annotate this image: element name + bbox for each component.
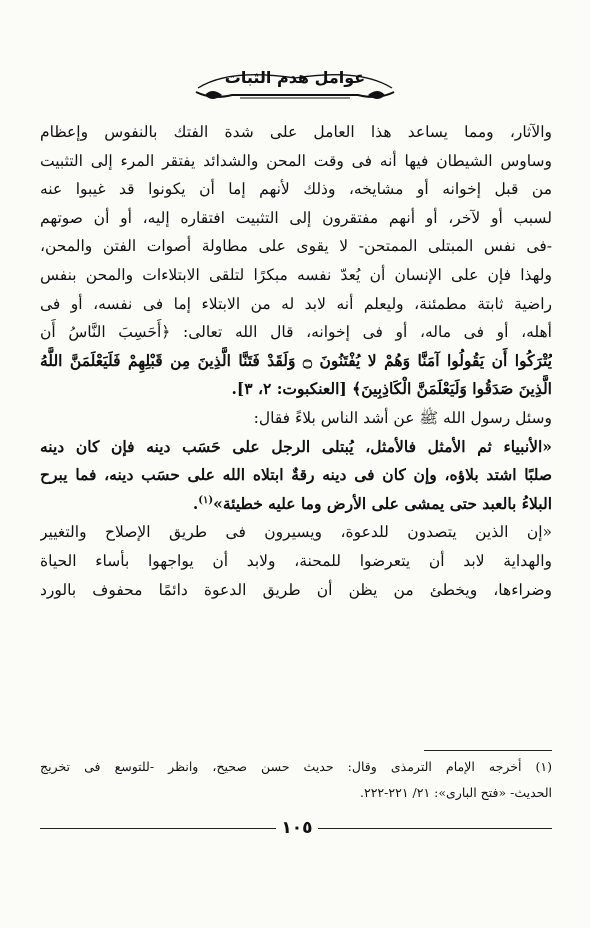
hadith-line: «الأنبياء ثم الأمثل فالأمثل، يُبتلى الرجل على حَسَب دينه فإن كان دينه bbox=[40, 436, 552, 456]
text-line: ولهذا فإن على الإنسان أن يُعدّ نفسه مبكرًا لتلقى الابتلاءات والمحن بنفس bbox=[40, 265, 552, 284]
footnotes bbox=[40, 754, 552, 806]
hadith-line-text: البلاءُ بالعبد حتى يمشى على الأرض وما عليه خطيئة» bbox=[213, 493, 552, 513]
text-line: لسبب أو لآخر، أو أنهم مفتقرون إلى التثبيت افتقاره إليه، أو أن صوتهم bbox=[40, 208, 552, 227]
quran-verse-line: الَّذِينَ صَدَقُوا وَلَيَعْلَمَنَّ الْكَاذِبِينَ﴾ [العنكبوت: ٢، ٣]. bbox=[231, 379, 552, 399]
text-line: وسئل رسول الله ﷺ عن أشد الناس بلاءً فقال: bbox=[253, 408, 552, 427]
text-line: وساوس الشيطان فيها أنه فى وقت المحن والشدائد يفتقر المرء إلى التثبيت bbox=[40, 151, 552, 170]
main-text bbox=[40, 118, 552, 604]
text-line: من قبل إخوانه أو مشايخه، وذلك لأنهم إما أن يكونوا قد غيبوا عنه bbox=[40, 180, 552, 199]
footer-rule-right bbox=[318, 828, 552, 829]
text-line: والهداية لابد أن يتعرضوا للمحنة، ولابد أن يواجهوا بأساء الحياة bbox=[40, 551, 552, 570]
text-line: «إن الذين يتصدون للدعوة، ويسيرون فى طريق الإصلاح والتغيير bbox=[40, 523, 552, 542]
hadith-line: البلاءُ بالعبد حتى يمشى على الأرض وما عليه خطيئة»$^{(١)}$. bbox=[192, 493, 552, 513]
page-number: ١٠٥ bbox=[281, 818, 313, 838]
text-line: أهله، أو فى ماله، أو فى إخوانه، قال الله تعالى: ﴿أَحَسِبَ النَّاسُ أَن bbox=[40, 323, 552, 342]
quran-verse-line: يُتْرَكُوا أَن يَقُولُوا آمَنَّا وَهُمْ لا يُفْتَنُونَ ۝ وَلَقَدْ فَتَنَّا الَّذِينَ مِن قَبْلِهِمْ فَلَيَعْلَمَنَّ اللَّهُ bbox=[40, 350, 552, 370]
footer-rule-left bbox=[40, 828, 276, 829]
footnote-marker: (١) bbox=[198, 494, 214, 506]
running-title: عوامل هدم الثبات bbox=[224, 68, 366, 87]
footnote-separator bbox=[424, 750, 552, 751]
text-line: -فى نفس المبتلى الممتحن- لا يقوى على مطاولة أصوات الفتن والمحن، bbox=[40, 237, 552, 256]
text-line: وضراءها، ويخطئ من يظن أن طريق الدعوة دائمًا محفوف بالورد bbox=[40, 580, 552, 599]
running-header bbox=[0, 62, 590, 107]
text-line: والآثار، ومما يساعد هذا العامل على شدة الفتك بالنفوس وإعظام bbox=[40, 123, 552, 141]
text-line: راضية ثابتة مطمئنة، وليعلم أنه لابد له من الابتلاء إما فى نفسه، أو فى bbox=[40, 294, 552, 313]
page-footer bbox=[0, 816, 590, 840]
footnote-line: (١) أخرجه الإمام الترمذى وقال: حديث حسن صحيح، وانظر -للتوسع فى تخريج bbox=[40, 759, 552, 774]
hadith-line: صلبًا اشتد بلاؤه، وإن كان فى دينه رقةٌ ابتلاه الله على حسَب دينه، فما يبرح bbox=[40, 465, 552, 485]
footnote-line: الحديث- «فتح البارى»: ٢١/ ٢٢١-٢٢٢. bbox=[360, 785, 552, 800]
